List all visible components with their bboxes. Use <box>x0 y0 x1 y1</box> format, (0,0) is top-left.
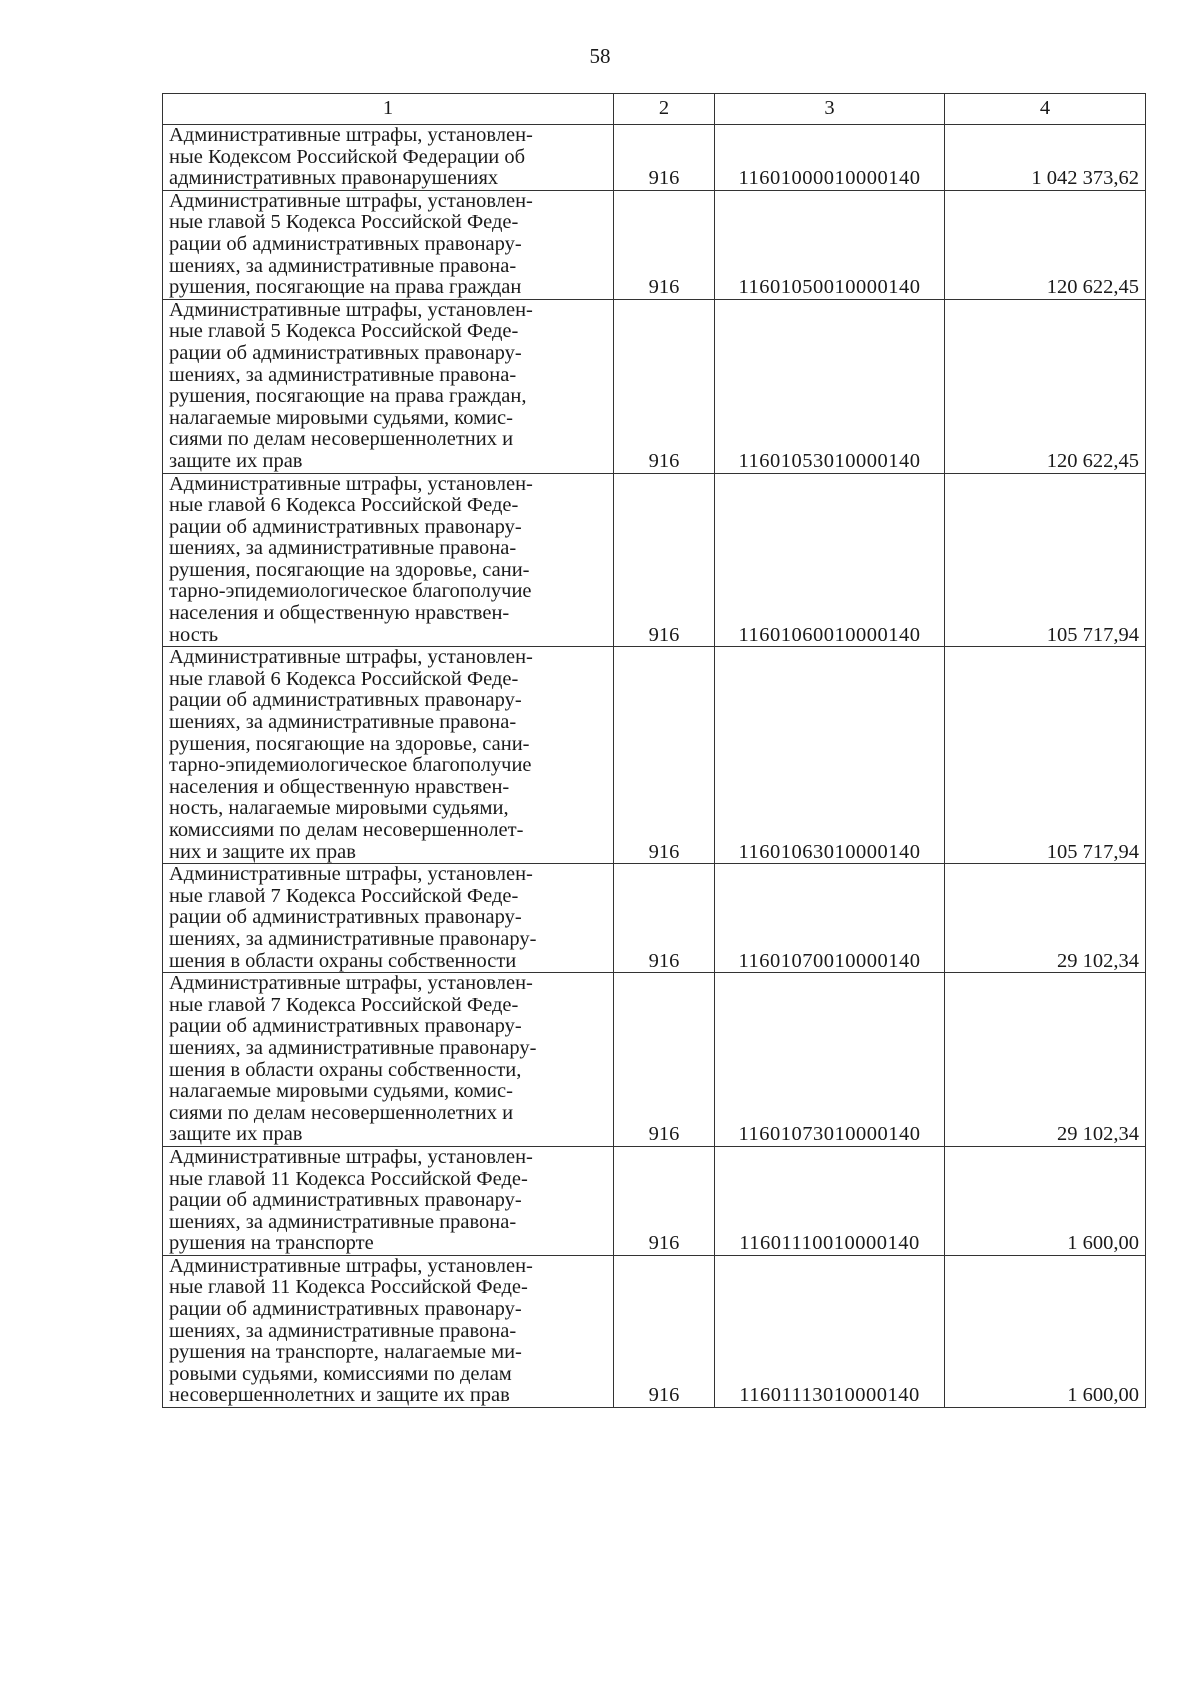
column-header-3: 3 <box>715 94 945 125</box>
row-name-line: сиями по делам несовершеннолетних и <box>169 428 514 451</box>
row-sum: 29 102,34 <box>945 864 1146 973</box>
row-name-line: шениях, за административные правонару- <box>169 927 537 950</box>
row-name-line: тарно-эпидемиологическое благополучие <box>169 754 532 777</box>
table-row <box>163 864 1146 973</box>
row-name-line: Административные штрафы, установлен- <box>169 472 533 495</box>
table-row <box>163 1146 1146 1255</box>
row-name-line: рации об административных правонару- <box>169 906 522 929</box>
header-row <box>163 94 1146 125</box>
row-name-line: налагаемые мировыми судьями, комис- <box>169 406 513 429</box>
row-admin-code: 916 <box>614 125 715 191</box>
row-name-line: шениях, за административные правона- <box>169 1319 517 1342</box>
row-name-cell <box>163 190 614 299</box>
table-row <box>163 299 1146 473</box>
row-name-cell <box>163 125 614 191</box>
column-header-1: 1 <box>163 94 614 125</box>
row-name-cell <box>163 973 614 1147</box>
row-name-line: Административные штрафы, установлен- <box>169 646 533 669</box>
table-row <box>163 973 1146 1147</box>
row-name-cell <box>163 647 614 864</box>
row-name-line: рации об административных правонару- <box>169 689 522 712</box>
row-name-line: Административные штрафы, установлен- <box>169 298 533 321</box>
row-name-line: шениях, за административные правона- <box>169 363 517 386</box>
table-row <box>163 125 1146 191</box>
row-name-line: ные главой 5 Кодекса Российской Феде- <box>169 320 519 343</box>
row-name-line: сиями по делам несовершеннолетних и <box>169 1101 514 1124</box>
row-admin-code: 916 <box>614 1146 715 1255</box>
row-name-line: населения и общественную нравствен- <box>169 775 510 798</box>
row-name-line: тарно-эпидемиологическое благополучие <box>169 580 532 603</box>
table-body <box>163 125 1146 1408</box>
row-admin-code: 916 <box>614 299 715 473</box>
row-name-line: шения в области охраны собственности <box>169 949 517 972</box>
row-sum: 1 600,00 <box>945 1146 1146 1255</box>
row-name-line: рации об административных правонару- <box>169 1189 522 1212</box>
row-name-line: рации об административных правонару- <box>169 1298 522 1321</box>
row-name-cell <box>163 864 614 973</box>
row-name-line: рушения, посягающие на права граждан, <box>169 385 527 408</box>
budget-table <box>162 93 1146 1408</box>
row-name-line: рации об административных правонару- <box>169 1015 522 1038</box>
row-name-line: налагаемые мировыми судьями, комис- <box>169 1080 513 1103</box>
row-name-line: шениях, за административные правона- <box>169 1210 517 1233</box>
row-sum: 1 042 373,62 <box>945 125 1146 191</box>
row-budget-code: 11601050010000140 <box>715 190 945 299</box>
row-name-cell <box>163 299 614 473</box>
row-admin-code: 916 <box>614 1255 715 1407</box>
row-admin-code: 916 <box>614 973 715 1147</box>
row-name-line: ность, налагаемые мировыми судьями, <box>169 797 509 820</box>
table-row <box>163 190 1146 299</box>
row-budget-code: 11601113010000140 <box>715 1255 945 1407</box>
row-name-cell <box>163 1146 614 1255</box>
row-sum: 105 717,94 <box>945 473 1146 647</box>
row-budget-code: 11601000010000140 <box>715 125 945 191</box>
row-name-line: Административные штрафы, установлен- <box>169 1145 533 1168</box>
row-name-line: ные главой 11 Кодекса Российской Феде- <box>169 1276 528 1299</box>
row-sum: 105 717,94 <box>945 647 1146 864</box>
row-name-line: ность <box>169 623 219 646</box>
row-name-line: ные главой 6 Кодекса Российской Феде- <box>169 494 519 517</box>
row-name-line: ные главой 6 Кодекса Российской Феде- <box>169 667 519 690</box>
row-name-line: рации об административных правонару- <box>169 232 522 255</box>
row-name-line: ные главой 5 Кодекса Российской Феде- <box>169 211 519 234</box>
row-budget-code: 11601063010000140 <box>715 647 945 864</box>
row-budget-code: 11601060010000140 <box>715 473 945 647</box>
row-sum: 29 102,34 <box>945 973 1146 1147</box>
row-name-line: шениях, за административные правона- <box>169 537 517 560</box>
row-name-line: административных правонарушениях <box>169 167 499 190</box>
row-name-line: ные главой 7 Кодекса Российской Феде- <box>169 884 519 907</box>
row-name-line: рушения, посягающие на здоровье, сани- <box>169 558 530 581</box>
column-header-2: 2 <box>614 94 715 125</box>
row-name-line: рушения, посягающие на права граждан <box>169 276 522 299</box>
row-name-line: ные главой 7 Кодекса Российской Феде- <box>169 993 519 1016</box>
row-sum: 1 600,00 <box>945 1255 1146 1407</box>
row-name-line: защите их прав <box>169 1123 303 1146</box>
row-name-line: рушения на транспорте, налагаемые ми- <box>169 1341 522 1364</box>
table-row <box>163 473 1146 647</box>
row-name-line: комиссиями по делам несовершеннолет- <box>169 819 524 841</box>
row-name-line: рации об административных правонару- <box>169 515 522 538</box>
row-name-line: Административные штрафы, установлен- <box>169 1254 533 1277</box>
row-name-line: населения и общественную нравствен- <box>169 602 510 625</box>
row-sum: 120 622,45 <box>945 190 1146 299</box>
row-name-line: шениях, за административные правона- <box>169 711 517 734</box>
row-sum: 120 622,45 <box>945 299 1146 473</box>
page-number: 58 <box>589 44 611 68</box>
row-name-line: защите их прав <box>169 449 303 472</box>
row-name-cell <box>163 473 614 647</box>
row-name-line: шениях, за административные правонару- <box>169 1036 537 1059</box>
row-name-line: шения в области охраны собственности, <box>169 1058 522 1081</box>
row-name-line: Административные штрафы, установлен- <box>169 124 533 146</box>
row-name-line: ровыми судьями, комиссиями по делам <box>169 1362 512 1385</box>
row-name-line: Административные штрафы, установлен- <box>169 863 533 886</box>
row-name-line: ные Кодексом Российской Федерации об <box>169 145 526 168</box>
row-name-cell <box>163 1255 614 1407</box>
row-budget-code: 11601053010000140 <box>715 299 945 473</box>
table-row <box>163 647 1146 864</box>
row-budget-code: 11601070010000140 <box>715 864 945 973</box>
row-budget-code: 11601073010000140 <box>715 973 945 1147</box>
row-name-line: рушения на транспорте <box>169 1232 374 1255</box>
row-name-line: ные главой 11 Кодекса Российской Феде- <box>169 1167 528 1190</box>
row-admin-code: 916 <box>614 864 715 973</box>
row-admin-code: 916 <box>614 647 715 864</box>
row-name-line: Административные штрафы, установлен- <box>169 972 533 995</box>
row-name-line: шениях, за административные правона- <box>169 254 517 277</box>
row-name-line: несовершеннолетних и защите их прав <box>169 1384 510 1407</box>
table-row <box>163 1255 1146 1407</box>
row-name-line: рушения, посягающие на здоровье, сани- <box>169 732 530 755</box>
row-name-line: них и защите их прав <box>169 840 356 863</box>
row-budget-code: 11601110010000140 <box>715 1146 945 1255</box>
row-name-line: Административные штрафы, установлен- <box>169 189 533 212</box>
row-admin-code: 916 <box>614 473 715 647</box>
row-name-line: рации об административных правонару- <box>169 341 522 364</box>
row-admin-code: 916 <box>614 190 715 299</box>
column-header-4: 4 <box>945 94 1146 125</box>
